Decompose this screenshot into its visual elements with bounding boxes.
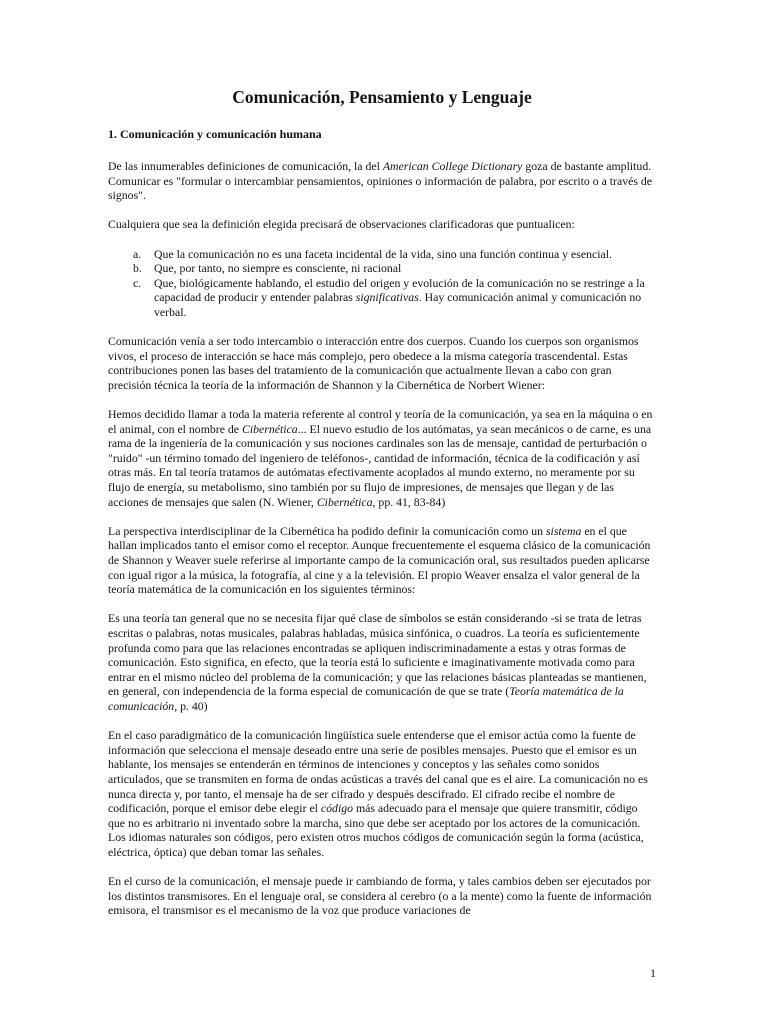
document-title: Comunicación, Pensamiento y Lenguaje [232, 87, 532, 107]
text-run: más adecuado para el mensaje que quiere transmitir, código que no es arbitrario ni inventado sobre la marcha, sino que debe ser aceptado por los actores de la comunicación. Los idiomas naturales son códigos, pero existen otros muchos códigos de comunicación según la forma (acústica, eléctrica, óptica) que deban tomar las señales. [108, 801, 644, 859]
list-item [108, 261, 656, 276]
text-run: Es una teoría tan general que no se necesita fijar qué clase de símbolos se están considerando -si se trata de letras escritas o palabras, notas musicales, palabras habladas, música sinfónica, o cuadros. La teoría es suficientemente profunda como para que las relaciones encontradas se apliquen indiscriminadamente a estas y otras formas de comunicación. Esto significa, en efecto, que la teoría está lo suficiente e imaginativamente motivada como para entrar en el mismo núcleo del problema de la comunicación; y que las relaciones básicas planteadas se mantienen, en general, con independencia de la forma especial de comunicación de que se trate ( [108, 611, 647, 699]
paragraph-message-course: En el curso de la comunicación, el mensaje puede ir cambiando de forma, y tales cambios deben ser ejecutados por los distintos transmisores. En el lenguaje oral, se considera al cerebro (o a la mente) como la fuente de información emisora, el transmisor es el mecanismo de la voz que produce variaciones de [108, 874, 652, 918]
list-item [108, 276, 656, 320]
italic-title: Teoría matemática de la comunicación [108, 684, 624, 713]
list-marker: a. [133, 246, 142, 261]
section-heading: 1. Comunicación y comunicación humana [108, 127, 322, 141]
paragraph-cybernetics [108, 524, 656, 597]
text-run: En el caso paradigmático de la comunicación lingüística suele entenderse que el emisor actúa como la fuente de información que selecciona el mensaje deseado entre una serie de posibles mensajes. Puesto que el emisor es un hablante, los mensajes se entenderán en términos de intenciones y conceptos y las señales como sonidos articulados, que se transmiten en forma de ondas acústicas a través del canal que es el aire. La comunicación no es nunca directa y, por tanto, el mensaje ha de ser cifrado y después descifrado. El cifrado recibe el nombre de codificación, porque el emisor debe elegir el [108, 728, 648, 816]
text-run: ... El nuevo estudio de los autómatas, ya sean mecánicos o de carne, es una rama de la ingeniería de la comunicación y sus nociones cardinales son las de mensaje, cantidad de perturbación o "ruido" -un término tomado del ingeniero de teléfonos-, cantidad de información, técnica de la codificación y así otras más. En tal teoría tratamos de autómatas efectivamente acoplados al mundo externo, no meramente por su flujo de energía, su metabolismo, sino también por su flujo de impresiones, de mensajes que llegan y de las acciones de mensajes que salen (N. Wiener, [108, 421, 652, 509]
quote-weaver [108, 611, 656, 713]
text-run: , pp. 41, 83-84) [372, 494, 446, 509]
italic-term: Cibernética [241, 421, 298, 436]
text-run: en el que hallan implicados tanto el emisor como el receptor. Aunque frecuentemente el esquema clásico de la comunicación de Shannon y Weaver suele referirse al importante campo de la comunicación oral, sus resultados pueden aplicarse con igual rigor a la música, la fotografía, al cine y a la televisión. El propio Weaver ensalza el valor general de la teoría matemática de la comunicación en los siguientes términos: [108, 523, 651, 597]
italic-title: American College Dictionary [382, 159, 523, 173]
text-run: De las innumerables definiciones de comunicación, la del [108, 159, 383, 173]
text-run: Hemos decidido llamar a toda la materia referente al control y teoría de la comunicación, ya sea en la máquina o en el animal, con el nombre de [108, 407, 653, 436]
document-page [108, 86, 656, 932]
list-marker: b. [133, 261, 142, 276]
text-run: La perspectiva interdisciplinar de la Cibernética ha podido definir la comunicación como un [108, 523, 546, 538]
text-run: Que la comunicación no es una faceta incidental de la vida, sino una función continua y esencial. [154, 246, 612, 261]
text-run: Que, por tanto, no siempre es consciente, ni racional [154, 261, 402, 276]
italic-term: código [320, 801, 354, 816]
paragraph-observations: Cualquiera que sea la definición elegida precisará de observaciones clarificadoras que puntualicen: [108, 217, 575, 232]
paragraph-interaction: Comunicación venía a ser todo intercambio o interacción entre dos cuerpos. Cuando los cuerpos son organismos vivos, el proceso de interacción se hace más complejo, pero obedece a la misma categoría trascendental. Estas contribuciones ponen las bases del tratamiento de la comunicación que actualmente llevan a cabo con gran precisión técnica la teoría de la información de Shannon y la Cibernética de Norbert Wiener: [108, 334, 639, 392]
text-run: goza de bastante amplitud. Comunicar es "formular o intercambiar pensamientos, opiniones o información de palabra, por escrito o a través de signos". [108, 159, 653, 203]
list-marker: c. [133, 275, 142, 290]
text-run: Que, biológicamente hablando, el estudio del origen y evolución de la comunicación no se restringe a la capacidad de producir y entender palabras [154, 275, 645, 305]
italic-term: significativas [355, 290, 419, 305]
italic-title: Cibernética [316, 494, 373, 509]
page-number: 1 [650, 966, 656, 980]
paragraph-linguistic [108, 728, 656, 859]
paragraph-definition [108, 159, 656, 203]
list-item [108, 247, 656, 262]
observations-list [108, 247, 656, 320]
text-run: . Hay comunicación animal y comunicación no verbal. [154, 290, 642, 319]
text-run: , p. 40) [174, 698, 208, 713]
quote-wiener [108, 407, 656, 509]
italic-term: sistema [545, 523, 582, 538]
